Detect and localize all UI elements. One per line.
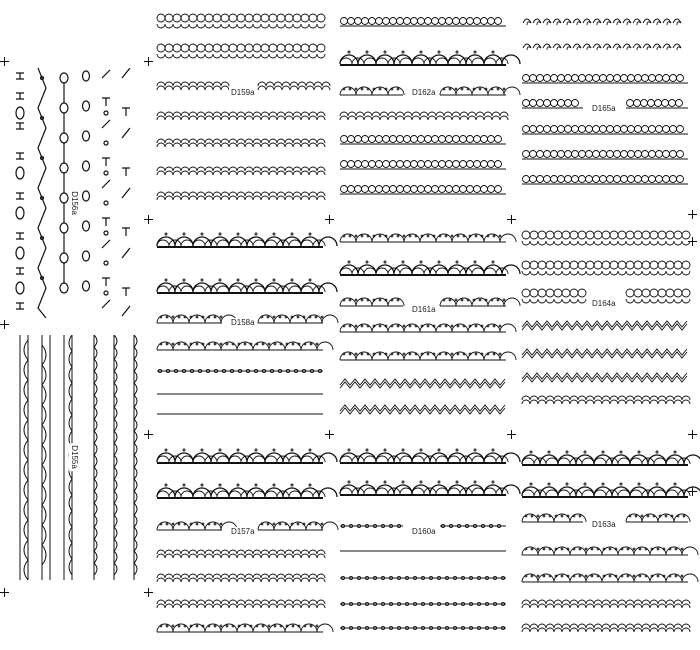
registration-mark xyxy=(144,215,153,224)
lace-strip xyxy=(340,261,520,275)
registration-mark xyxy=(144,430,153,439)
registration-mark xyxy=(688,487,697,496)
lace-strip xyxy=(157,44,325,58)
lace-strip xyxy=(157,624,333,632)
lace-strip xyxy=(157,369,323,372)
lace-strip xyxy=(340,136,506,145)
lace-strip xyxy=(522,126,688,135)
lace-strip xyxy=(522,574,698,582)
lace-strip xyxy=(522,373,687,382)
panel-code-d160a: D160a xyxy=(412,527,436,536)
lace-strip xyxy=(522,396,690,404)
panel-code-d159a: D159a xyxy=(231,88,255,97)
registration-mark xyxy=(688,210,697,219)
lace-strip xyxy=(157,550,325,558)
lace-strip xyxy=(157,484,337,498)
lace-strip xyxy=(340,405,505,414)
lace-strip xyxy=(522,321,687,330)
registration-mark xyxy=(507,430,516,439)
panel-code-d162a: D162a xyxy=(412,88,436,97)
lace-strip xyxy=(340,352,516,360)
lace-strip xyxy=(522,75,688,84)
lace-strip xyxy=(340,186,506,195)
lace-strip xyxy=(522,624,690,632)
panel-code-d163a: D163a xyxy=(592,520,616,529)
registration-mark xyxy=(507,215,516,224)
lace-strip xyxy=(523,44,681,50)
lace-strip xyxy=(157,279,337,293)
panel-code-d156a: D156a xyxy=(69,191,79,215)
lace-strip xyxy=(522,151,688,160)
lace-strip xyxy=(522,261,690,275)
lace-strip xyxy=(340,161,506,170)
registration-mark xyxy=(325,215,334,224)
registration-mark xyxy=(0,320,9,329)
lace-strip xyxy=(522,451,700,465)
lace-strip xyxy=(157,342,333,350)
lace-strip xyxy=(157,233,337,247)
lace-strip xyxy=(522,176,688,185)
lace-strip xyxy=(157,14,325,28)
panel-code-d155a: D155a xyxy=(69,445,79,469)
panel-code-d161a: D161a xyxy=(412,305,436,314)
lace-strip xyxy=(157,112,325,120)
panel-code-d165a: D165a xyxy=(592,104,616,113)
lace-strip xyxy=(340,449,520,463)
lace-strip xyxy=(340,112,508,120)
lace-strip xyxy=(340,234,516,242)
lace-strip xyxy=(522,231,690,245)
lace-strip xyxy=(340,18,506,27)
lace-strip xyxy=(157,449,337,463)
lace-strip xyxy=(340,379,505,388)
lace-strip xyxy=(340,626,506,629)
lace-strip xyxy=(340,481,520,495)
lace-strip xyxy=(522,483,700,497)
lace-strip xyxy=(522,547,698,555)
lace-strip xyxy=(157,139,325,147)
registration-mark xyxy=(144,588,153,597)
lace-strip xyxy=(157,574,325,582)
lace-strip xyxy=(522,349,687,358)
lace-strip xyxy=(157,167,325,175)
registration-mark xyxy=(688,430,697,439)
lace-strip xyxy=(523,19,681,25)
panel-code-d158a: D158a xyxy=(231,318,255,327)
lace-strip xyxy=(157,600,325,608)
registration-mark xyxy=(688,237,697,246)
registration-mark xyxy=(0,588,9,597)
lace-strip xyxy=(157,192,325,200)
lace-strip xyxy=(340,51,520,65)
registration-mark xyxy=(144,57,153,66)
panel-code-d157a: D157a xyxy=(231,527,255,536)
lace-strip xyxy=(522,600,690,608)
lace-strip xyxy=(340,602,506,605)
registration-mark xyxy=(0,57,9,66)
panel-code-d164a: D164a xyxy=(592,299,616,308)
lace-strip xyxy=(340,576,506,579)
lace-strip xyxy=(340,324,516,332)
registration-mark xyxy=(325,430,334,439)
